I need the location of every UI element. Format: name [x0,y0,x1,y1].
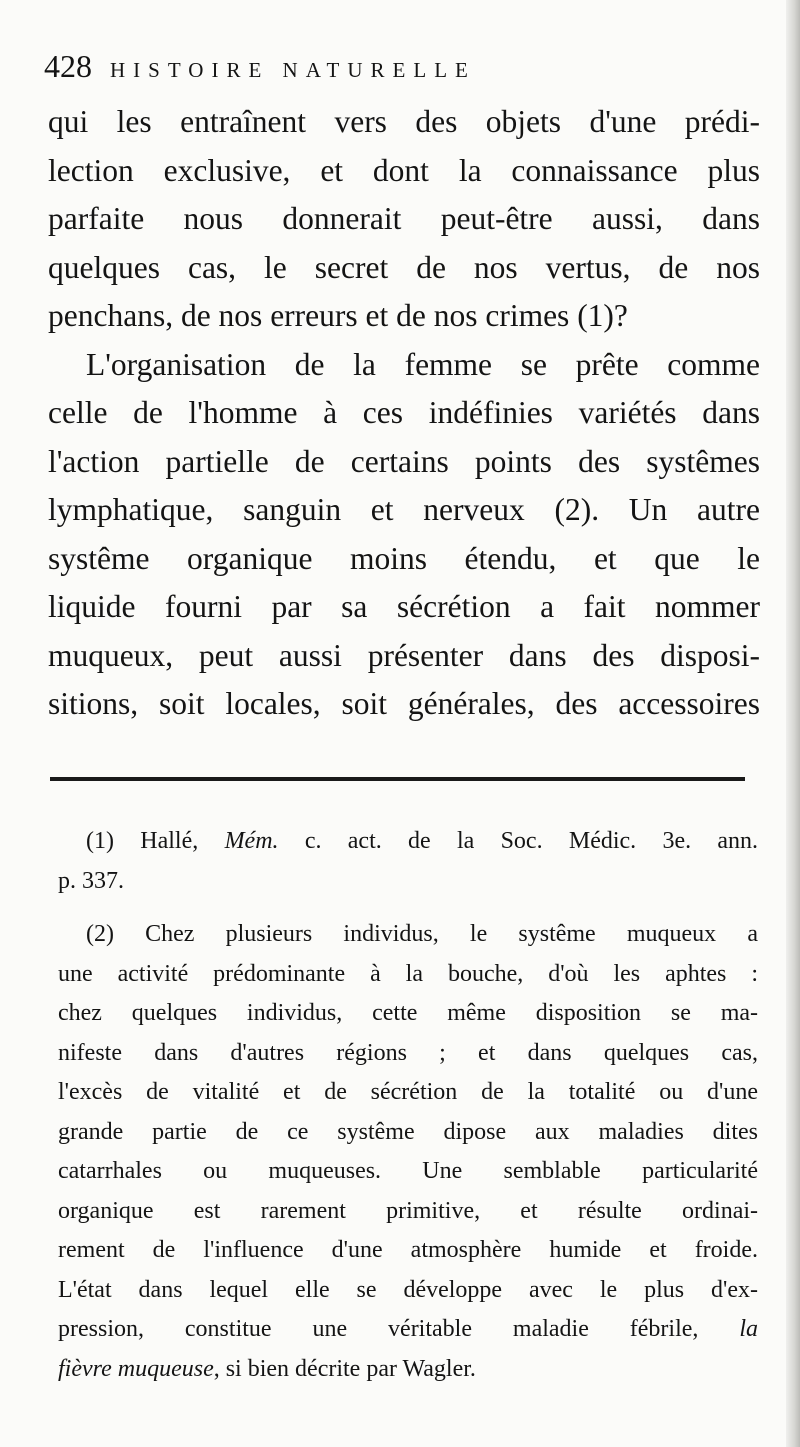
footnote-2-line: l'excès de vitalité et de sécrétion de la totalité ou d'une [58,1079,758,1105]
text-line: celle de l'homme à ces indéfinies variétés dans [48,395,760,430]
footnote-2-line: L'état dans lequel elle se développe avec le plus d'ex- [58,1276,758,1303]
page-edge-shadow [786,0,800,1447]
footnote-1-marker: (1) [86,828,114,854]
footnote-1-page: p. 337. [58,867,124,894]
footnote-2-italic-word: la [739,1316,758,1342]
running-title: HISTOIRE NATURELLE [110,58,476,82]
footnote-2-line: (2) Chez plusieurs individus, le systême muqueux a [86,921,758,947]
footnote-2-line: chez quelques individus, cette même disposition se ma- [58,1000,758,1026]
footnote-2-text: pression, constitue une véritable maladie fébrile, [58,1316,699,1342]
footnote-2-italic-term: fièvre muqueuse [58,1355,214,1382]
text-line: l'action partielle de certains points des systêmes [48,443,760,479]
footnote-1-reference: c. act. de la Soc. Médic. 3e. ann. [304,828,759,854]
footnote-1-work: Mém. [224,828,279,854]
paragraph-start-line: L'organisation de la femme se prête comme [86,346,760,382]
page-number: 428 [44,48,92,84]
main-text [48,98,760,729]
text-line: penchans, de nos erreurs et de nos crimes (1)? [48,298,628,333]
footnote-2-ending: , si bien décrite par Wagler. [213,1355,476,1382]
footnote-separator [50,777,745,781]
footnote-2-line: rement de l'influence d'une atmosphère humide et froide. [58,1237,758,1263]
footnote-2-line: grande partie de ce systême dipose aux maladies dites [58,1118,758,1145]
footnote-2-line [58,1310,758,1350]
footnote-2-line: catarrhales ou muqueuses. Une semblable particularité [58,1158,758,1184]
footnote-2-line: une activité prédominante à la bouche, d'où les aphtes : [58,960,758,987]
text-line: sitions, soit locales, soit générales, des accessoires [48,686,760,721]
footnotes [58,822,758,1389]
footnote-2-line: organique est rarement primitive, et résulte ordinai- [58,1197,758,1224]
text-line: quelques cas, le secret de nos vertus, de nos [48,249,760,285]
text-line: systême organique moins étendu, et que le [48,540,760,576]
footnote-1-line [58,822,758,862]
text-line: muqueux, peut aussi présenter dans des disposi- [48,637,760,673]
text-line: parfaite nous donnerait peut-être aussi, dans [48,201,760,236]
text-line: lymphatique, sanguin et nerveux (2). Un autre [48,492,760,527]
footnote-2-last-line [58,1350,758,1390]
text-line: liquide fourni par sa sécrétion a fait nommer [48,589,760,624]
footnote-gap [58,901,758,915]
text-line: lection exclusive, et dont la connaissance plus [48,152,760,188]
text-line: qui les entraînent vers des objets d'une prédi- [48,104,760,139]
footnote-1-author: Hallé, [140,828,199,854]
footnote-2-line: nifeste dans d'autres régions ; et dans quelques cas, [58,1039,758,1066]
page-header [44,48,764,92]
